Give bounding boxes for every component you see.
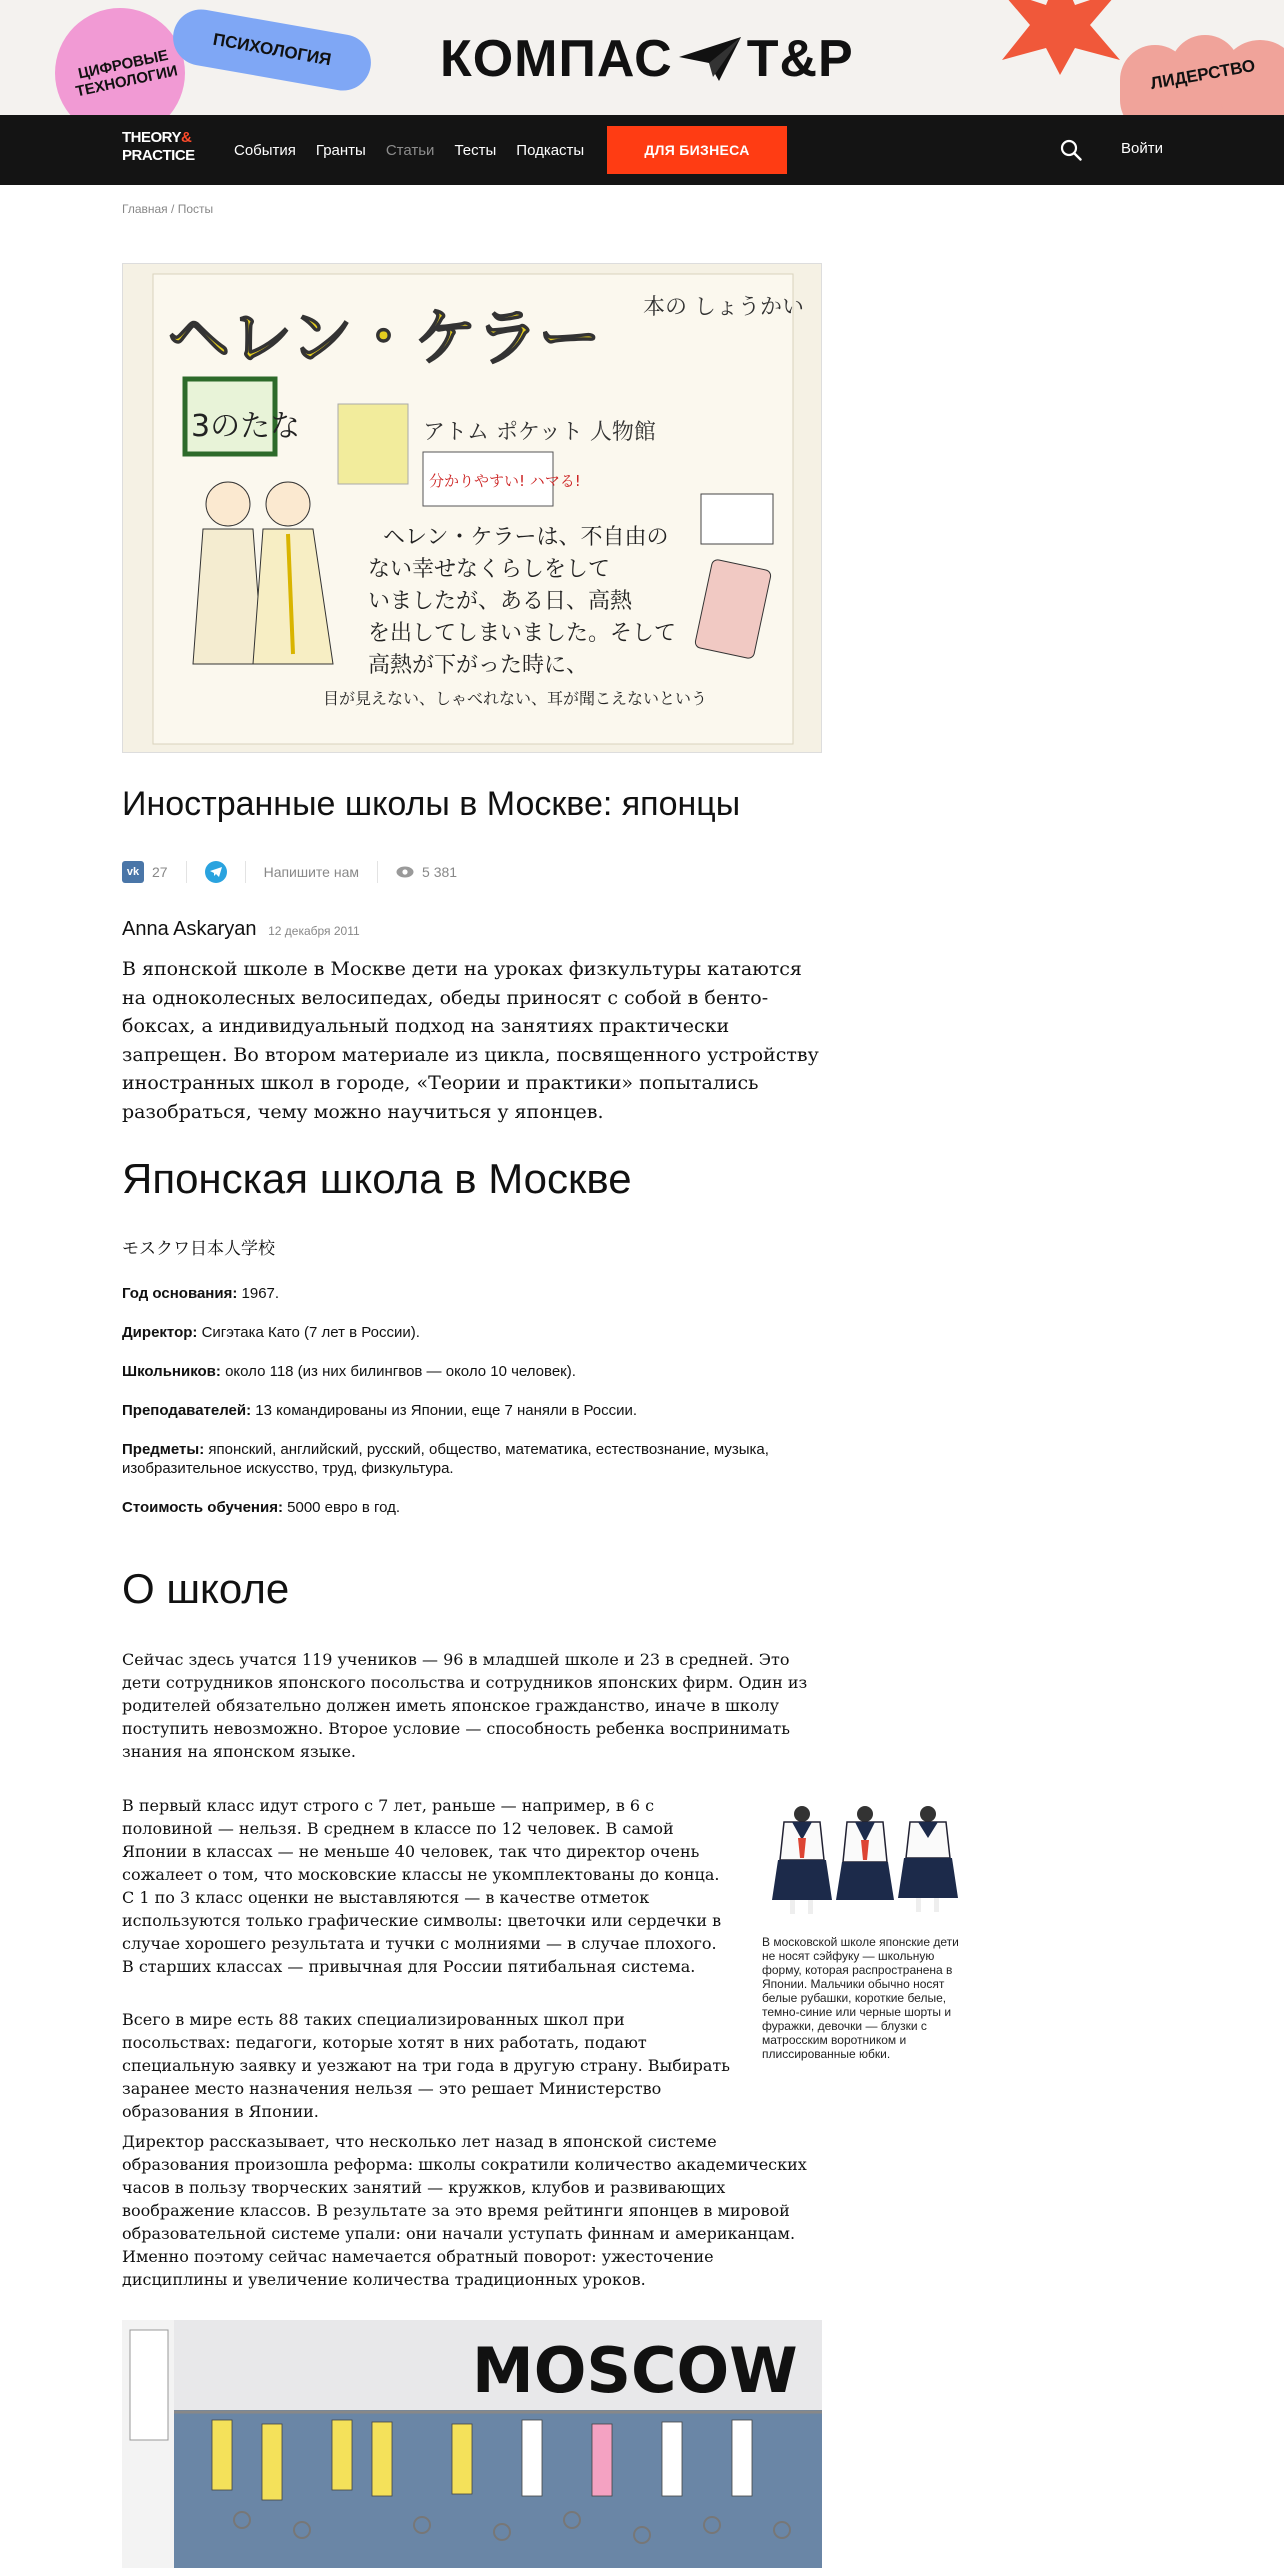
share-bar [122, 860, 457, 884]
star-shape-icon [980, 0, 1140, 80]
nav-link-tests[interactable]: Тесты [454, 141, 497, 159]
poster-illustration [123, 264, 822, 753]
contact-us-link[interactable]: Напишите нам [263, 864, 360, 880]
telegram-share-icon[interactable] [205, 861, 227, 883]
search-icon[interactable] [1060, 139, 1082, 161]
vk-share-icon[interactable]: vk [122, 861, 144, 883]
keys-board-photo [122, 2320, 822, 2568]
logo-theory: THEORY [122, 129, 181, 146]
publish-date: 12 декабря 2011 [268, 924, 360, 938]
keys-board-illustration [122, 2320, 822, 2568]
poster-box-label: 3のたな [191, 409, 301, 444]
breadcrumb-sep: / [171, 202, 175, 216]
poster-line-1: ヘレン・ケラーは、不自由の [383, 525, 669, 550]
author-name[interactable]: Anna Askaryan [122, 918, 257, 940]
promo-tag-leadership[interactable] [1120, 35, 1284, 115]
breadcrumb-current[interactable]: Посты [177, 202, 214, 216]
tp-logo[interactable] [122, 129, 214, 165]
poster-line-5: 高熱が下がった時に、 [368, 653, 589, 678]
paragraph-1: Сейчас здесь учатся 119 учеников — 96 в младшей школе и 23 в средней. Это дети сотрудников японского посольства и сотрудников японских фирм. Один из родителей обязательно должен иметь японское гражданство, иначе в школу поступить невозможно. Второе условие — способность ребенка воспринимать знания на японском языке. [122, 1650, 808, 1761]
poster-line-2: ない幸せなくらしをして [368, 557, 611, 582]
login-link[interactable]: Войти [1121, 140, 1163, 157]
promo-tag-psychology-label: ПСИХОЛОГИЯ [211, 29, 333, 70]
eye-icon [396, 866, 414, 878]
business-button[interactable]: ДЛЯ БИЗНЕСА [607, 126, 787, 174]
kompas-logo-right: T&P [746, 30, 854, 88]
school-facts [122, 1284, 822, 1537]
promo-tag-digital-label: ЦИФРОВЫЕ ТЕХНОЛОГИИ [74, 46, 180, 101]
view-count: 5 381 [422, 864, 458, 880]
logo-practice: PRACTICE [122, 147, 195, 164]
poster-line-4: を出してしまいました。そして [368, 621, 677, 646]
nav-link-events[interactable]: События [234, 141, 296, 159]
nav-link-podcasts[interactable]: Подкасты [516, 141, 585, 159]
promo-banner[interactable] [0, 0, 1284, 115]
fact-students: Школьников: около 118 (из них билингвов — около 10 человек). [122, 1363, 576, 1380]
fact-teachers: Преподавателей: 13 командированы из Японии, еще 7 наняли в России. [122, 1402, 638, 1419]
uniform-caption: В московской школе японские дети не носят сэйфуку — школьную форму, которая распространена в Японии. Мальчики обычно носят белые рубашки, короткие белые, темно-синие или черные шорты и фуражки, девочки — блузки с матросским воротником и плиссированные юбки. [762, 1935, 959, 2061]
kompas-logo-left: КОМПАС [440, 30, 673, 88]
poster-bubble: 分かりやすい! ハマる! [429, 472, 581, 490]
section-title-about: О школе [122, 1565, 290, 1612]
fact-subjects: Предметы: японский, английский, русский, общество, математика, естествознание, музыка, изобразительное искусство, труд, физкультура. [122, 1441, 769, 1477]
vk-share-count: 27 [152, 864, 168, 880]
promo-tag-leadership-label: ЛИДЕРСТВО [1149, 55, 1257, 94]
nav-link-grants[interactable]: Гранты [315, 141, 366, 159]
main-nav [0, 115, 1284, 185]
paragraph-2: В первый класс идут строго с 7 лет, раньше — например, в 6 с половиной — нельзя. В среднем в классе по 12 человек. В самой Японии в классах — не меньше 40 человек, так что директор очень сожалеет о том, что московские классы не укомплектованы до конца. С 1 по 3 класс оценки не выставляются — в качестве отметок используются только графические символы: цветочки или сердечки в случае хорошего результата и тучки с молниями — в случае плохого. В старших классах — привычная для России пятибальная система. [122, 1796, 722, 1976]
hero-image [122, 263, 822, 753]
poster-line-6: 目が見えない、しゃべれない、耳が聞こえないという [323, 689, 708, 708]
section-title-school: Японская школа в Москве [122, 1155, 632, 1202]
author-line [122, 918, 360, 941]
breadcrumb-home[interactable]: Главная [122, 202, 168, 216]
promo-tag-psychology[interactable] [169, 5, 376, 95]
poster-museum: アトム ポケット 人物館 [423, 420, 656, 445]
fact-director: Директор: Сигэтака Като (7 лет в России). [122, 1324, 420, 1341]
poster-line-3: いましたが、ある日、高熱 [368, 589, 633, 614]
kompas-logo[interactable] [440, 24, 854, 94]
fact-cost: Стоимость обучения: 5000 евро в год. [122, 1499, 401, 1516]
uniform-photo [762, 1800, 967, 1920]
article-title: Иностранные школы в Москве: японцы [122, 785, 741, 823]
promo-tag-digital[interactable] [55, 8, 185, 115]
logo-amp: & [180, 129, 192, 146]
nav-links [234, 115, 584, 185]
nav-link-articles[interactable]: Статьи [385, 141, 435, 159]
paragraph-4: Директор рассказывает, что несколько лет назад в японской системе образования произошла реформа: школы сократили количество академических часов в пользу творческих занятий — кружков, клубов и развивающих воображение классов. В результате за это время рейтинги японцев в мировой образовательной системе упали: они начали уступать финнам и американцам. Именно поэтому сейчас намечается обратный поворот: ужесточение дисциплины и увеличение количества традиционных уроков. [122, 2132, 807, 2289]
school-name-jp: モスクワ日本人学校 [122, 1239, 275, 1259]
article-lead: В японской школе в Москве дети на уроках физкультуры катаются на одноколесных велосипедах, обеды приносят с собой в бенто-боксах, а индивидуальный подход на занятиях практически запрещен. Во втором материале из цикла, посвященного устройству иностранных школ в городе, «Теории и практики» попытались разобраться, чему можно научиться у японцев. [122, 958, 819, 1123]
paragraph-3: Всего в мире есть 88 таких специализированных школ при посольствах: педагоги, которые хотят в них работать, подают специальную заявку и уезжают на три года в другую страну. Выбирать заранее место назначения нельзя — это решает Министерство образования в Японии. [122, 2010, 730, 2121]
fact-founded: Год основания: 1967. [122, 1285, 280, 1302]
photo-sign: MOSCOW [472, 2334, 798, 2407]
aside-uniform [762, 1800, 967, 2061]
poster-title: ヘレン・ケラー [168, 301, 601, 374]
breadcrumb [122, 202, 213, 216]
paper-plane-icon [679, 37, 741, 81]
poster-side-note: 本の しょうかい [643, 295, 804, 320]
